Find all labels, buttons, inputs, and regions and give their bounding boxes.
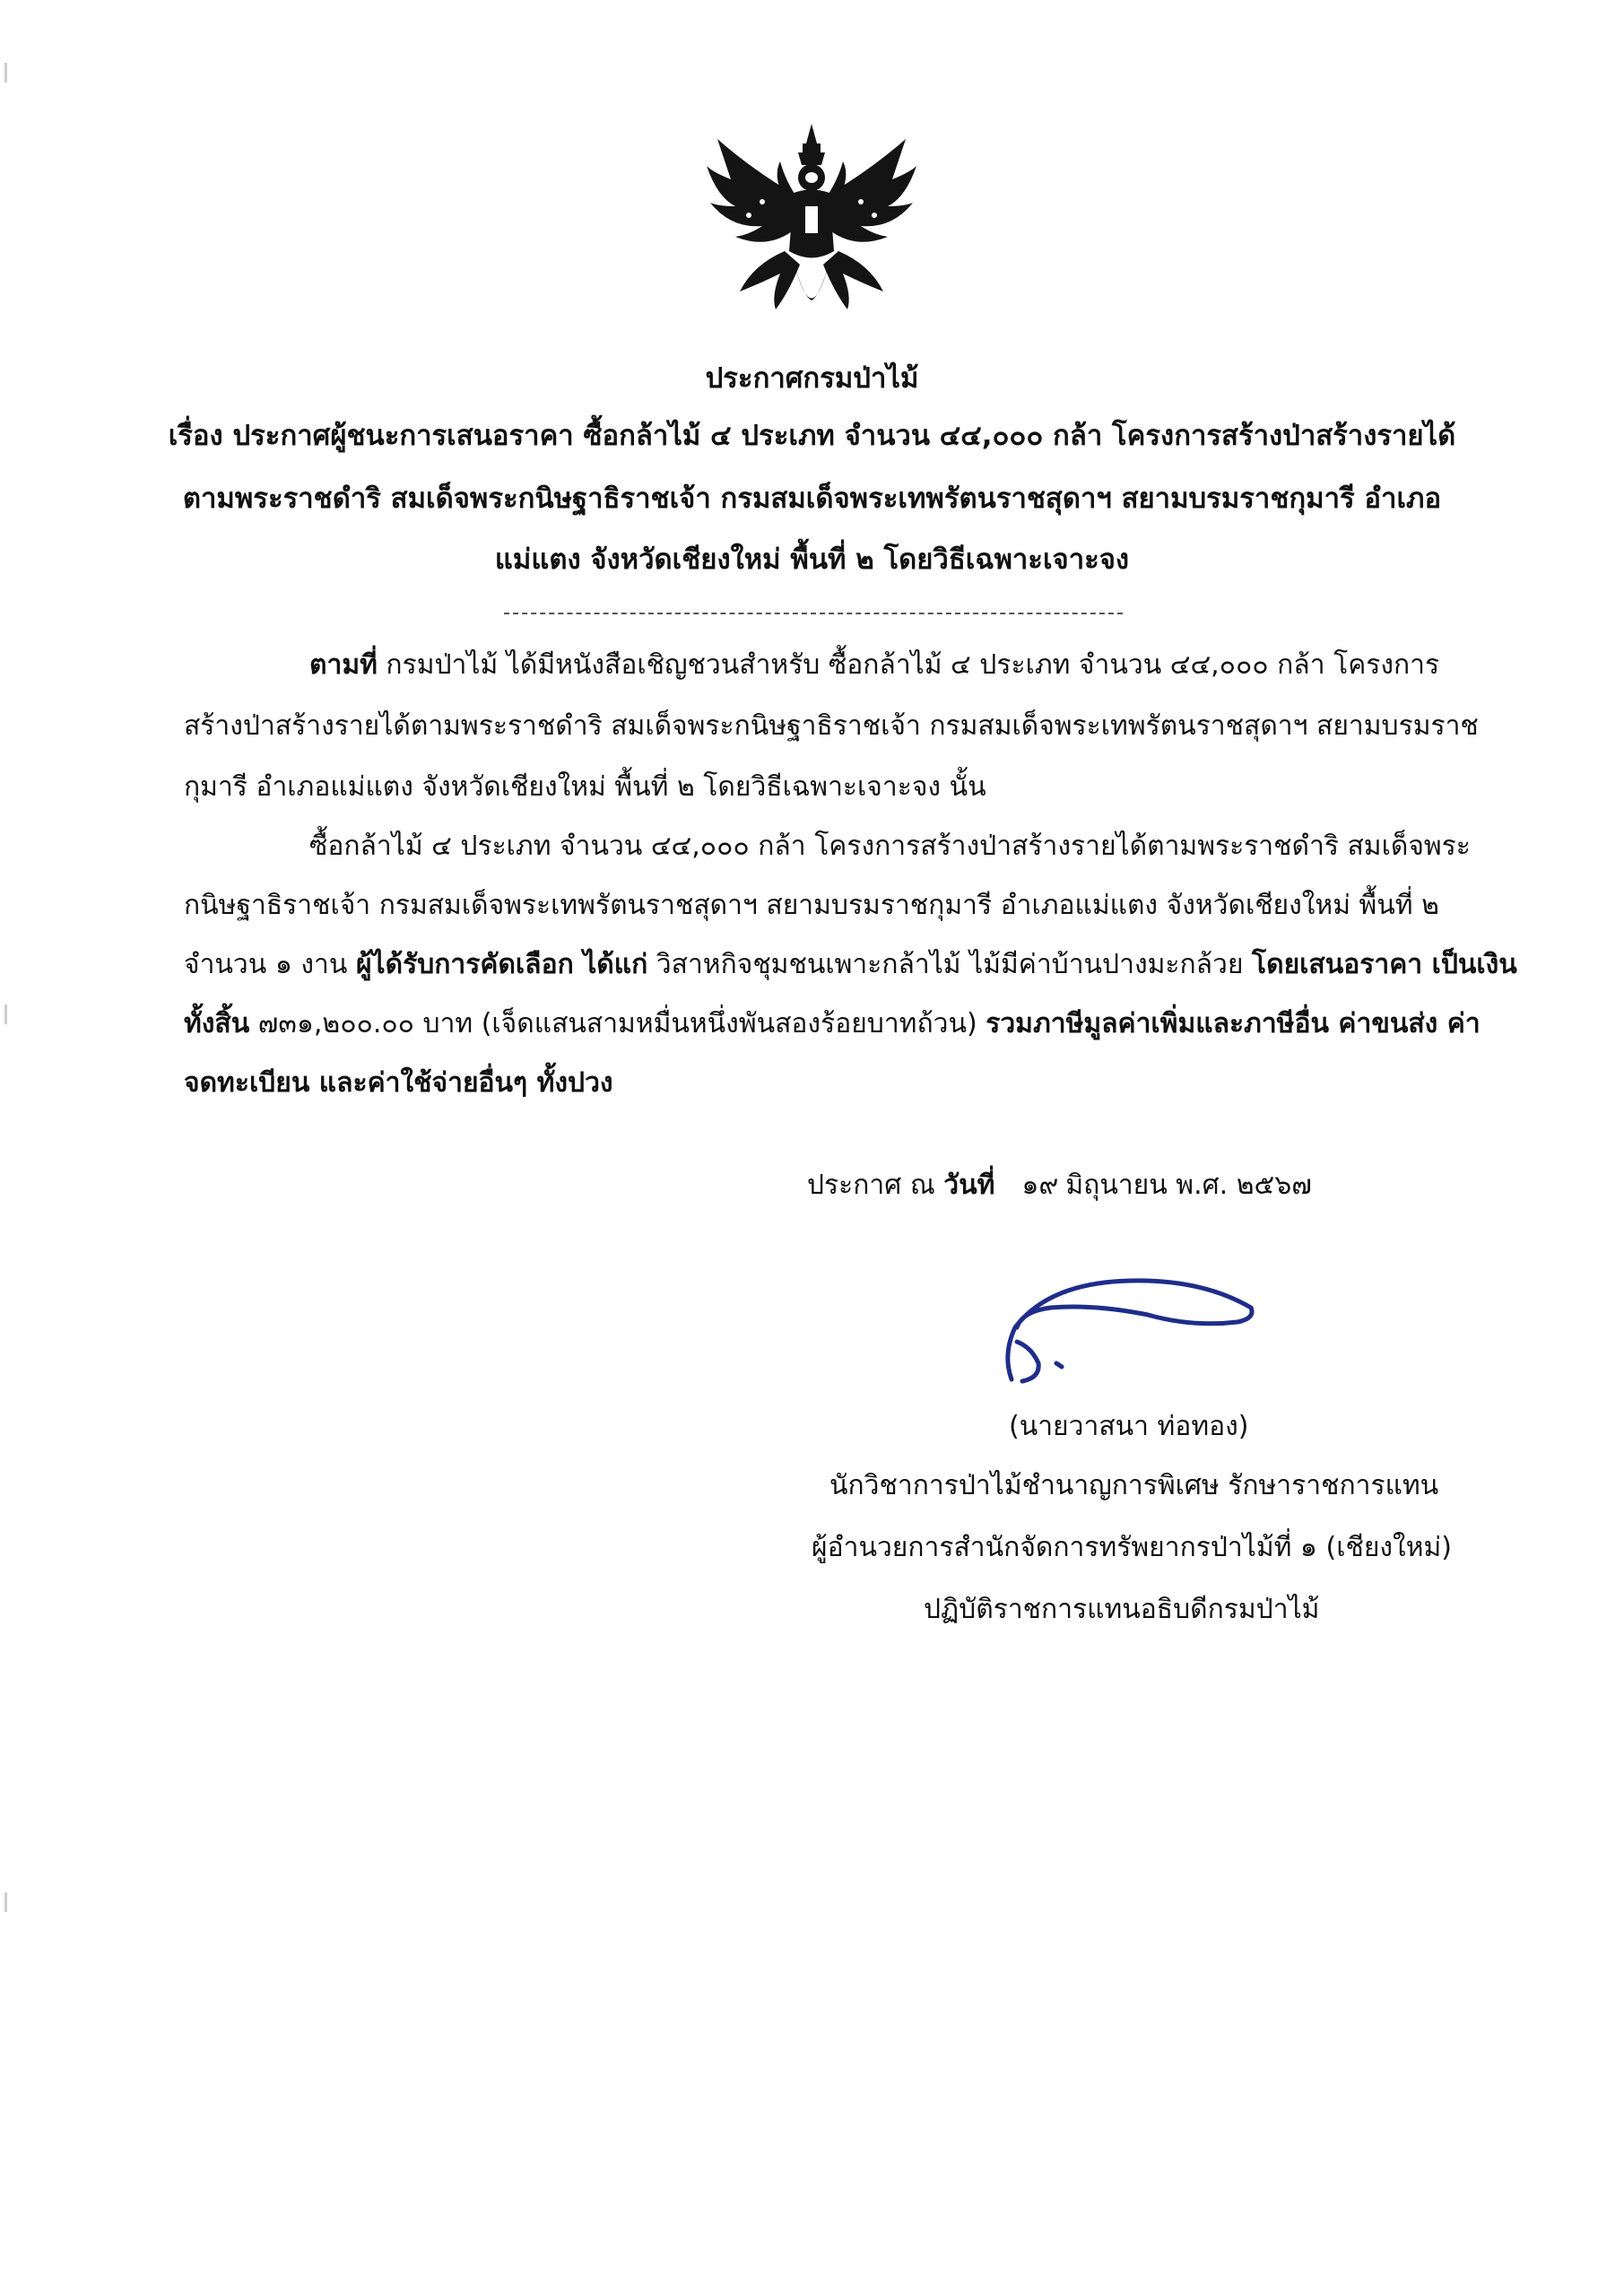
selected-label: ผู้ได้รับการคัดเลือก ได้แก่	[355, 949, 648, 980]
selected-vendor: วิสาหกิจชุมชนเพาะกล้าไม้ ไม้มีค่าบ้านปางมะกล้วย	[647, 949, 1252, 980]
paragraph1-line1	[309, 648, 1439, 683]
scan-mark	[4, 1004, 7, 1024]
garuda-emblem-icon	[699, 117, 924, 341]
paragraph1-lead: ตามที่	[309, 649, 378, 681]
paragraph2-line1: ซื้อกล้าไม้ ๔ ประเภท จำนวน ๔๔,๐๐๐ กล้า โครงการสร้างป่าสร้างรายได้ตามพระราชดำริ สมเด็จพระ	[309, 831, 1471, 862]
scan-mark	[4, 63, 7, 83]
paragraph2-line2: กนิษฐาธิราชเจ้า กรมสมเด็จพระเทพรัตนราชสุดาฯ สยามบรมราชกุมารี อำเภอแม่แตง จังหวัดเชียงใหม่ พื้นที่ ๒	[184, 890, 1439, 921]
tax-note: รวมภาษีมูลค่าเพิ่มและภาษีอื่น ค่าขนส่ง ค่า	[986, 1008, 1481, 1039]
subject-line-2: ตามพระราชดำริ สมเด็จพระกนิษฐาธิราชเจ้า กรมสมเด็จพระเทพรัตนราชสุดาฯ สยามบรมราชกุมารี อำเภอ	[182, 483, 1442, 515]
date-month-year: มิถุนายน พ.ศ. ๒๕๖๗	[1065, 1170, 1312, 1201]
announcement-date	[807, 1168, 1312, 1204]
subject-line-1: เรื่อง ประกาศผู้ชนะการเสนอราคา ซื้อกล้าไม้ ๔ ประเภท จำนวน ๔๔,๐๐๐ กล้า โครงการสร้างป่าสร้างรายได้	[168, 420, 1456, 452]
date-day: ๑๙	[1021, 1170, 1059, 1201]
work-amount: จำนวน ๑ งาน	[184, 949, 356, 980]
paragraph1-line2: สร้างป่าสร้างรายได้ตามพระราชดำริ สมเด็จพระกนิษฐาธิราชเจ้า กรมสมเด็จพระเทพรัตนราชสุดาฯ สยามบรมราช	[184, 710, 1479, 742]
title-divider	[504, 613, 1123, 614]
page-title: ประกาศกรมป่าไม้	[705, 362, 919, 395]
total-amount: ๗๓๑,๒๐๐.๐๐ บาท (เจ็ดแสนสามหมื่นหนึ่งพันสองร้อยบาทถ้วน)	[249, 1008, 986, 1039]
signer-position-2: ผู้อำนวยการสำนักจัดการทรัพยากรป่าไม้ที่ ๑ (เชียงใหม่)	[812, 1532, 1452, 1563]
paragraph2-line5: จดทะเบียน และค่าใช้จ่ายอื่นๆ ทั้งปวง	[184, 1067, 613, 1099]
paragraph1-line1-text: กรมป่าไม้ ได้มีหนังสือเชิญชวนสำหรับ ซื้อกล้าไม้ ๔ ประเภท จำนวน ๔๔,๐๐๐ กล้า โครงการ	[377, 649, 1440, 681]
signer-position-1: นักวิชาการป่าไม้ชำนาญการพิเศษ รักษาราชการแทน	[829, 1470, 1439, 1501]
total-label: ทั้งสิ้น	[184, 1008, 250, 1039]
offer-label: โดยเสนอราคา เป็นเงิน	[1252, 949, 1517, 980]
scan-mark	[4, 1892, 7, 1912]
subject-line-3: แม่แตง จังหวัดเชียงใหม่ พื้นที่ ๒ โดยวิธีเฉพาะเจาะจง	[494, 544, 1130, 576]
signer-position-3: ปฏิบัติราชการแทนอธิบดีกรมป่าไม้	[924, 1594, 1320, 1625]
signature-icon	[995, 1265, 1264, 1399]
paragraph2-line3	[184, 947, 1517, 983]
paragraph2-line4	[184, 1006, 1481, 1042]
announcement-label: ประกาศ ณ	[807, 1170, 944, 1201]
paragraph1-line3: กุมารี อำเภอแม่แตง จังหวัดเชียงใหม่ พื้นที่ ๒ โดยวิธีเฉพาะเจาะจง นั้น	[184, 771, 986, 803]
signer-name: (นายวาสนา ท่อทอง)	[1009, 1411, 1249, 1442]
date-label: วันที่	[943, 1170, 995, 1201]
